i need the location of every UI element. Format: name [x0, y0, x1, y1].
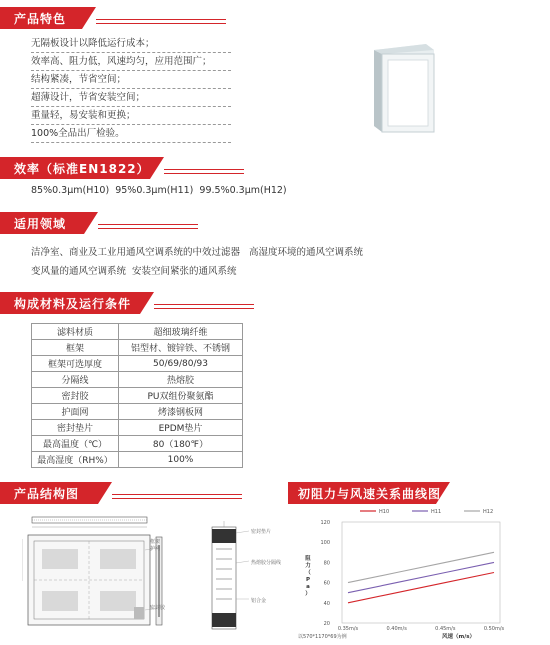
- chart-footnote: 以570*1170*69为例: [298, 634, 347, 640]
- materials-title: 构成材料及运行条件: [14, 297, 132, 311]
- spec-key: 分隔线: [32, 372, 119, 388]
- feature-item: 100%全品出厂检验。: [31, 125, 231, 143]
- spec-value: 80（180℉）: [119, 436, 243, 452]
- spec-key: 滤料材质: [32, 324, 119, 340]
- table-row: [32, 452, 243, 468]
- structure-drawing: [22, 515, 280, 633]
- x-tick-label: 0.35m/s: [337, 626, 359, 632]
- y-tick-label: 60: [323, 580, 330, 587]
- spec-key: 护面网: [32, 404, 119, 420]
- table-row: [32, 436, 243, 452]
- spec-key: 最高温度（℃）: [32, 436, 119, 452]
- application-line: 洁净室、商业及工业用通风空调系统的中效过滤器 高湿度环境的通风空调系统: [31, 247, 364, 258]
- efficiency-title: 效率（标准EN1822）: [14, 162, 150, 176]
- legend-label: H10: [379, 509, 390, 515]
- spec-value: 50/69/80/93: [119, 356, 243, 372]
- drawing-label-aluminum: 铝合金: [251, 598, 267, 604]
- legend-label: H12: [483, 509, 494, 515]
- y-tick-label: 120: [320, 520, 330, 526]
- spec-value: EPDM垫片: [119, 420, 243, 436]
- feature-item: 无隔板设计以降低运行成本；: [31, 35, 231, 53]
- filter-product-image: [368, 42, 440, 134]
- spec-table: [31, 323, 243, 468]
- y-tick-label: 100: [320, 540, 330, 547]
- y-tick-label: 80: [323, 560, 330, 567]
- table-row: [32, 324, 243, 340]
- drawing-label-gasket: 密封垫片: [251, 529, 272, 535]
- application-title: 适用领域: [14, 217, 67, 231]
- spec-key: 框架可选厚度: [32, 356, 119, 372]
- drawing-label-hotmelt: 热熔胶分隔线: [251, 560, 282, 566]
- features-title: 产品特色: [14, 12, 67, 26]
- table-row: [32, 404, 243, 420]
- feature-item: 超薄设计，节省安装空间；: [31, 89, 231, 107]
- structure-title: 产品结构图: [14, 487, 80, 501]
- x-tick-label: 0.40m/s: [386, 626, 407, 632]
- curve-title: 初阻力与风速关系曲线图: [298, 487, 442, 501]
- table-row: [32, 388, 243, 404]
- legend-label: H11: [431, 509, 442, 515]
- drawing-label-frame: 框架: [150, 539, 161, 545]
- feature-item: 结构紧凑，节省空间；: [31, 71, 231, 89]
- spec-key: 密封垫片: [32, 420, 119, 436]
- plot-area: [342, 522, 500, 623]
- spec-value: 铝型材、镀锌铁、不锈钢: [119, 340, 243, 356]
- efficiency-text: 85%0.3μm(H10) 95%0.3μm(H11) 99.5%0.3μm(H12): [31, 185, 287, 196]
- spec-value: 烤漆钢板网: [119, 404, 243, 420]
- y-tick-label: 20: [323, 621, 330, 627]
- table-row: [32, 340, 243, 356]
- spec-key: 框架: [32, 340, 119, 356]
- drawing-label-sealant: 密封胶: [150, 605, 166, 611]
- table-row: [32, 420, 243, 436]
- table-row: [32, 356, 243, 372]
- feature-item: 重量轻，易安装和更换；: [31, 107, 231, 125]
- spec-value: 超细玻璃纤维: [119, 324, 243, 340]
- spec-value: PU双组份聚氨酯: [119, 388, 243, 404]
- x-tick-label: 0.45m/s: [435, 626, 456, 632]
- x-axis-label: 风速（m/s）: [442, 634, 476, 640]
- application-line: 变风量的通风空调系统 安装空间紧张的通风系统: [31, 266, 237, 277]
- spec-value: 100%: [119, 452, 243, 468]
- table-row: [32, 372, 243, 388]
- y-axis-label: 阻力（ P a ）: [305, 556, 311, 597]
- resistance-chart: [292, 505, 520, 640]
- feature-item: 效率高、阻力低，风速均匀，应用范围广；: [31, 53, 231, 71]
- x-tick-label: 0.50m/s: [483, 626, 505, 632]
- drawing-label-net: 护网: [150, 546, 161, 552]
- spec-key: 最高湿度（RH%）: [32, 452, 119, 468]
- spec-key: 密封胶: [32, 388, 119, 404]
- spec-value: 热熔胶: [119, 372, 243, 388]
- y-tick-label: 40: [323, 600, 330, 607]
